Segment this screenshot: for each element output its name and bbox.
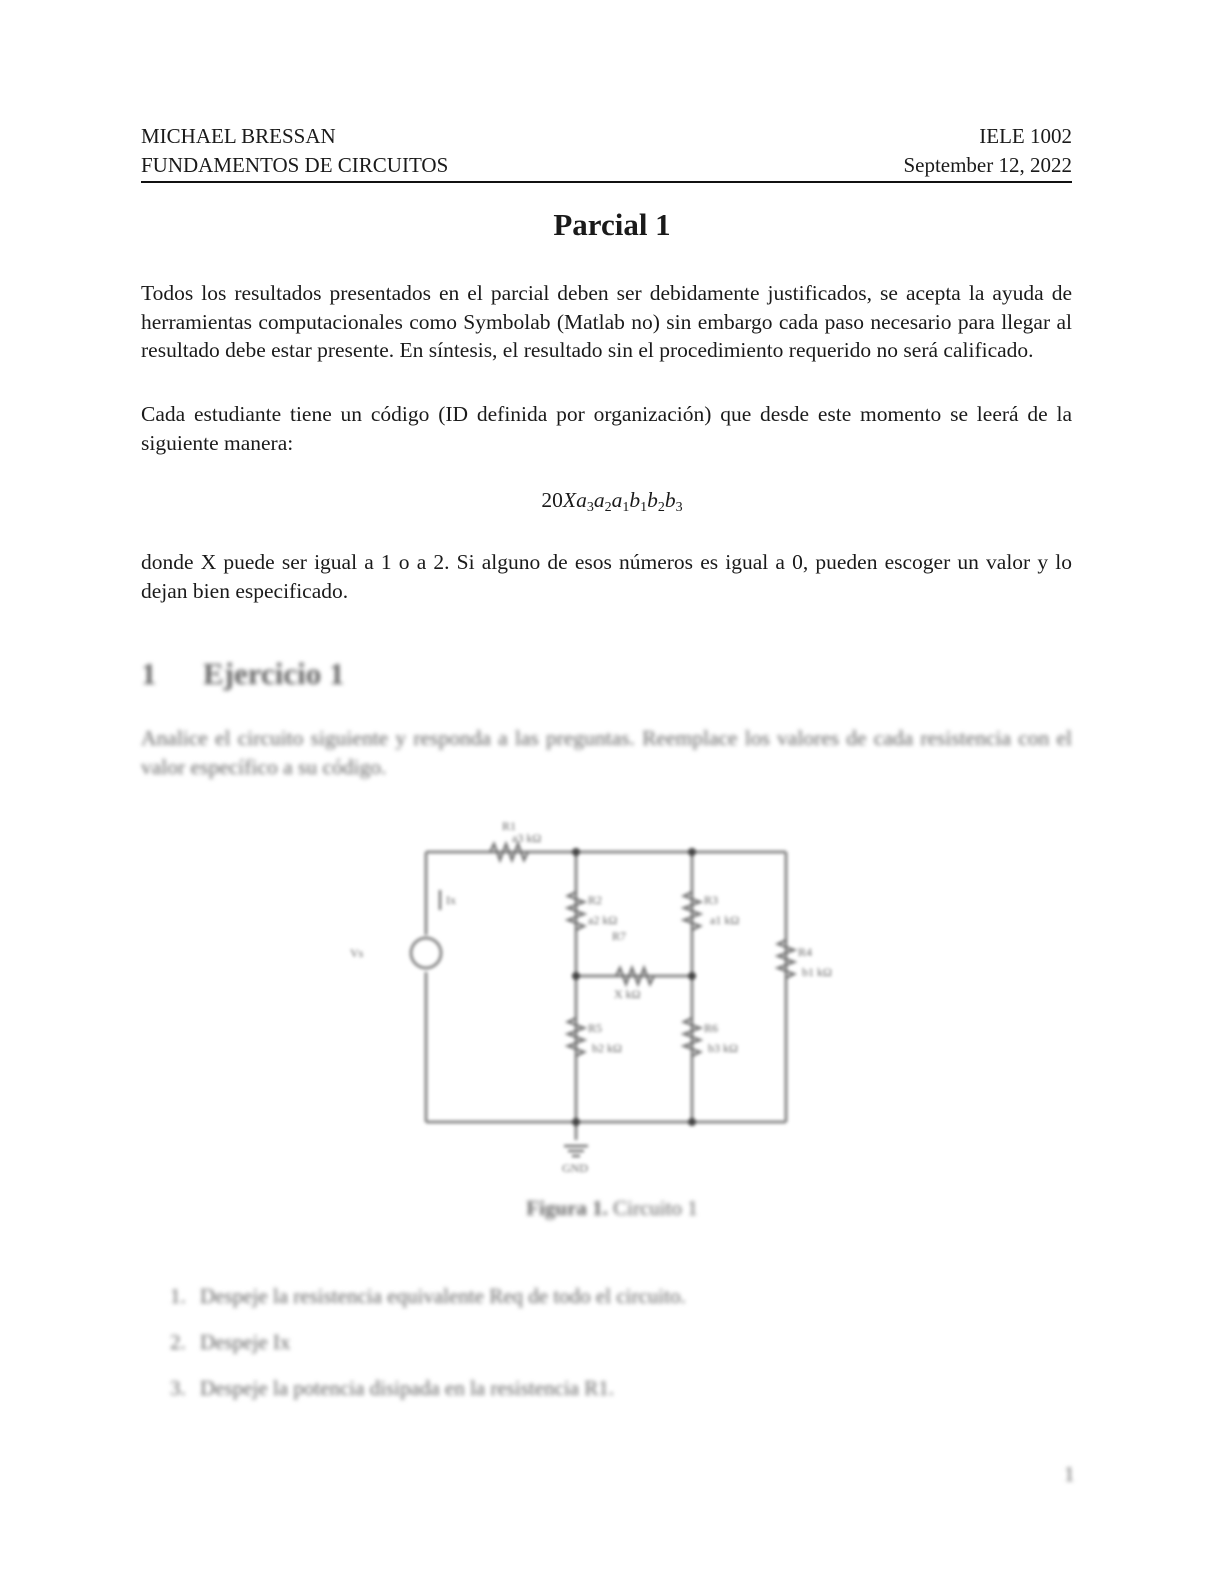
resistor-r1-icon: [490, 844, 528, 860]
node-dot: [572, 1118, 580, 1126]
r6-value: b3 kΩ: [708, 1041, 738, 1055]
resistor-r3-icon: [684, 892, 700, 930]
formula-prefix: 20: [541, 488, 563, 512]
formula-variable: X: [562, 488, 577, 512]
formula-subscript: 2: [657, 500, 665, 515]
caption-text: Circuito 1: [613, 1196, 698, 1220]
voltage-source-icon: [411, 938, 441, 968]
formula-subscript: 3: [586, 500, 594, 515]
node-dot: [572, 972, 580, 980]
resistor-r5-icon: [568, 1018, 584, 1056]
formula-term: b: [664, 488, 676, 512]
section-number: 1: [141, 656, 157, 691]
formula-subscript: 3: [675, 500, 683, 515]
r4-value: b1 kΩ: [802, 965, 832, 979]
question-number: 3.: [170, 1376, 186, 1400]
formula-subscript: 2: [604, 500, 612, 515]
resistor-r6-icon: [684, 1018, 700, 1056]
r2-label: R2: [588, 893, 603, 907]
page-number: 1: [1064, 1462, 1075, 1486]
section-description: Analice el circuito siguiente y responda a las preguntas. Reemplace los valores de cada resistencia con el valor específico a su código.: [141, 726, 1072, 779]
intro-paragraph-3: donde X puede ser igual a 1 o a 2. Si alguno de esos números es igual a 0, pueden escoger un valor y lo dejan bien especificado.: [141, 550, 1072, 603]
question-number: 1.: [170, 1284, 186, 1308]
r5-value: b2 kΩ: [592, 1041, 622, 1055]
intro-paragraph-1: Todos los resultados presentados en el parcial deben ser debidamente justificados, se acepta la ayuda de herramientas computacionales como Symbolab (Matlab no) sin embargo cada paso necesario para llegar al resultado debe estar presente. En síntesis, el resultado sin el procedimiento requerido no será calificado.: [141, 281, 1072, 362]
section-title: Ejercicio 1: [203, 656, 345, 691]
exam-date: September 12, 2022: [903, 153, 1072, 177]
current-label: Ix: [446, 893, 456, 907]
r1-label: R1: [502, 819, 517, 833]
r7-value: X kΩ: [614, 987, 641, 1001]
ground-label: GND: [562, 1161, 588, 1175]
r4-label: R4: [798, 945, 813, 959]
node-dot: [688, 1118, 696, 1126]
resistor-r4-icon: [778, 940, 794, 978]
formula-term: a: [593, 488, 605, 512]
formula-term: a: [611, 488, 623, 512]
node-dot: [572, 848, 580, 856]
question-item: [170, 1328, 686, 1374]
circuit-diagram: [330, 800, 890, 1180]
resistor-r7-icon: [616, 968, 654, 984]
header-divider: [141, 181, 1072, 183]
figure-caption: [0, 1196, 1224, 1221]
node-dot: [688, 848, 696, 856]
formula-subscript: 1: [622, 500, 630, 515]
source-label: Vs: [350, 946, 364, 960]
question-text: Despeje Ix: [200, 1330, 291, 1354]
formula-terms: [576, 488, 683, 515]
r5-label: R5: [588, 1021, 603, 1035]
course-code: IELE 1002: [979, 124, 1072, 148]
page-title: Parcial 1: [553, 207, 671, 242]
resistor-r2-icon: [568, 892, 584, 930]
formula-term: b: [647, 488, 658, 512]
question-text: Despeje la resistencia equivalente Req de todo el circuito.: [200, 1284, 686, 1308]
question-number: 2.: [170, 1330, 186, 1354]
r3-label: R3: [704, 893, 719, 907]
r7-label: R7: [612, 929, 627, 943]
r2-value: a2 kΩ: [588, 913, 618, 927]
intro-paragraph-2: Cada estudiante tiene un código (ID definida por organización) que desde este momento se leerá de la siguiente manera:: [141, 402, 1072, 455]
student-code-formula: [0, 488, 1224, 516]
formula-term: b: [629, 488, 641, 512]
caption-label: Figura 1.: [526, 1196, 608, 1220]
course-name: FUNDAMENTOS DE CIRCUITOS: [141, 153, 449, 177]
section-heading: [141, 656, 344, 692]
formula-subscript: 1: [640, 500, 648, 515]
author-name: MICHAEL BRESSAN: [141, 124, 336, 148]
question-list: [170, 1282, 686, 1420]
formula-term: a: [576, 488, 587, 512]
node-dot: [688, 972, 696, 980]
r6-label: R6: [704, 1021, 719, 1035]
r1-value: a3 kΩ: [512, 831, 542, 845]
question-text: Despeje la potencia disipada en la resistencia R1.: [200, 1376, 615, 1400]
r3-value: a1 kΩ: [710, 913, 740, 927]
question-item: [170, 1374, 686, 1420]
question-item: [170, 1282, 686, 1328]
